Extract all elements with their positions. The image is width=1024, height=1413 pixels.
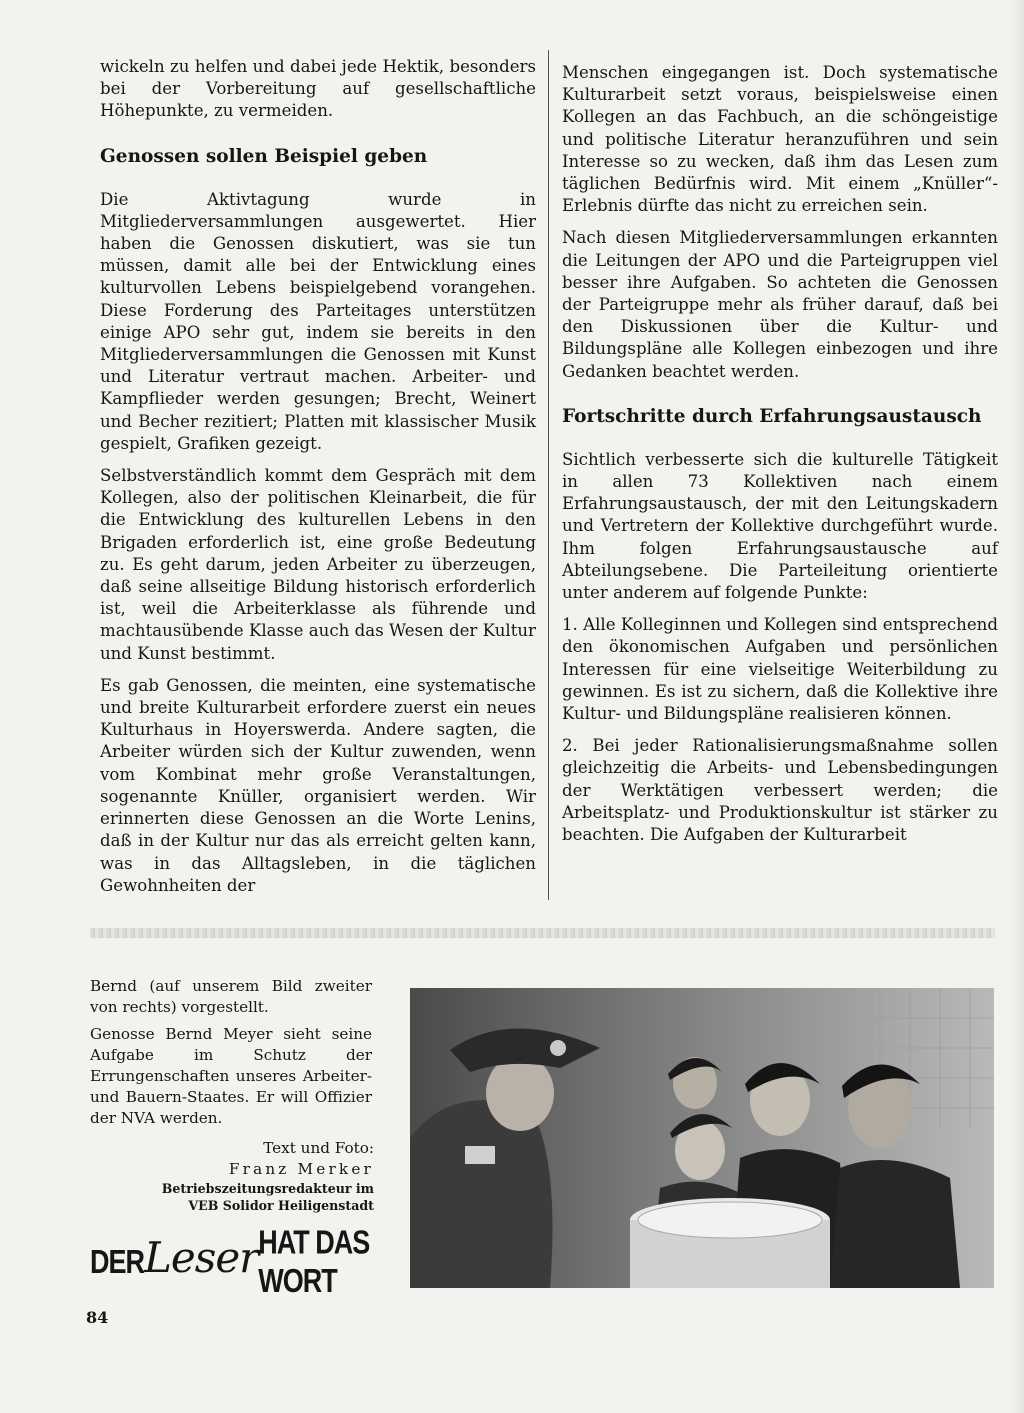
paragraph: 2. Bei jeder Rationalisierungsmaßnahme sollen gleichzeitig die Arbeits- und Lebensbedingungen der Werktätigen verbessert werden; die Arbeitsplatz- und Produktionskultur ist stärker zu beachten. Die Aufgaben der Kulturarbeit [562, 736, 998, 845]
caption-text: Genosse Bernd Meyer sieht seine Aufgabe im Schutz der Errungenschaften unseres Arbeiter- und Bauern-Staates. Er will Offizier der NVA werden. [90, 1025, 372, 1127]
logo-word-hat-das-wort: HAT DAS WORT [258, 1223, 370, 1300]
logo-word-leser: Leser [144, 1233, 259, 1282]
photo-caption [90, 976, 372, 1135]
section-heading: Fortschritte durch Erfahrungsaustausch [562, 405, 982, 427]
page-number: 84 [86, 1308, 109, 1327]
section-heading: Genossen sollen Beispiel geben [100, 145, 428, 167]
paragraph: Sichtlich verbesserte sich die kulturelle Tätigkeit in allen 73 Kollektiven nach einem Erfahrungsaustausch, der mit den Leitungskadern und Vertretern der Kollektive durchgeführt wurde. Ihm folgen Erfahrungsaustausche auf Abteilungsebene. Die Parteileitung orientierte unter anderem auf folgende Punkte: [562, 449, 998, 603]
credit-company: VEB Solidor Heiligenstadt [188, 1198, 374, 1213]
paragraph: Die Aktivtagung wurde in Mitgliederversammlungen ausgewertet. Hier haben die Genossen diskutiert, was sie tun müssen, damit alle bei der Entwicklung eines kulturvollen Lebens beispielgebend vorangehen. Diese Forderung des Parteitages unterstützen einige APO sehr gut, indem sie bereits in den Mitgliederversammlungen die Genossen mit Kunst und Literatur vertraut machen. Arbeiter- und Kampflieder werden gesungen; Brecht, Weinert und Becher rezitiert; Platten mit klassischer Musik gespielt, Grafiken gezeigt. [100, 189, 536, 453]
credit-label: Text und Foto: [263, 1139, 374, 1157]
caption-text: Bernd (auf unserem Bild zweiter von rechts) vorgestellt. [90, 977, 372, 1016]
separator-band [90, 928, 995, 938]
column-logo [90, 1223, 372, 1300]
paragraph: Es gab Genossen, die meinten, eine systematische und breite Kulturarbeit erfordere zuerst ein neues Kulturhaus in Hoyerswerda. Andere sagten, die Arbeiter würden sich der Kultur zuwenden, wenn vom Kombinat mehr große Veranstaltungen, sogenannte Knüller, organisiert werden. Wir erinnerten diese Genossen an die Worte Lenins, daß in der Kultur nur das als erreicht gelten kann, was in das Alltagsleben, in die täglichen Gewohnheiten der [100, 675, 536, 895]
paragraph: Menschen eingegangen ist. Doch systematische Kulturarbeit setzt voraus, beispielsweise einen Kollegen an das Fachbuch, an die schöngeistige und politische Literatur heranzuführen und sein Interesse so zu wecken, daß ihm das Lesen zum täglichen Bedürfnis wird. Mit einem „Knüller“-Erlebnis dürfte das nicht zu erreichen sein. [562, 63, 998, 216]
page-edge [1010, 0, 1024, 1413]
paragraph: Selbstverständlich kommt dem Gespräch mit dem Kollegen, also der politischen Kleinarbeit, die für die Entwicklung des kulturellen Lebens in den Brigaden erforderlich ist, eine große Bedeutung zu. Es geht darum, jeden Arbeiter zu überzeugen, daß seine allseitige Bildung historisch erforderlich ist, weil die Arbeiterklasse als führende und machtausübende Klasse auch das Wesen der Kultur und Kunst bestimmt. [100, 466, 536, 663]
column-divider [548, 50, 549, 900]
paragraph: wickeln zu helfen und dabei jede Hektik, besonders bei der Vorbereitung auf gesellschaftliche Höhepunkte, zu vermeiden. [100, 57, 536, 121]
photo-credit [100, 1138, 374, 1214]
paragraph: Nach diesen Mitgliederversammlungen erkannten die Leitungen der APO und die Parteigruppen viel besser ihre Aufgaben. So achteten die Genossen der Parteigruppe mehr als früher darauf, daß bei den Diskussionen über die Kultur- und Bildungspläne alle Kollegen einbezogen und ihre Gedanken beachtet werden. [562, 228, 998, 381]
logo-word-der: DER [90, 1242, 145, 1281]
paragraph: 1. Alle Kolleginnen und Kollegen sind entsprechend den ökonomischen Aufgaben und persönlichen Interessen für eine vielseitige Weiterbildung zu gewinnen. Es ist zu sichern, daß die Kollektive ihre Kultur- und Bildungspläne realisieren können. [562, 615, 998, 724]
credit-author: Franz Merker [228, 1160, 374, 1178]
article-column-right [562, 62, 998, 856]
article-column-left [100, 56, 536, 907]
news-photo [410, 988, 994, 1288]
photo-illustration [410, 988, 994, 1288]
credit-role: Betriebszeitungsredakteur im [161, 1181, 374, 1196]
